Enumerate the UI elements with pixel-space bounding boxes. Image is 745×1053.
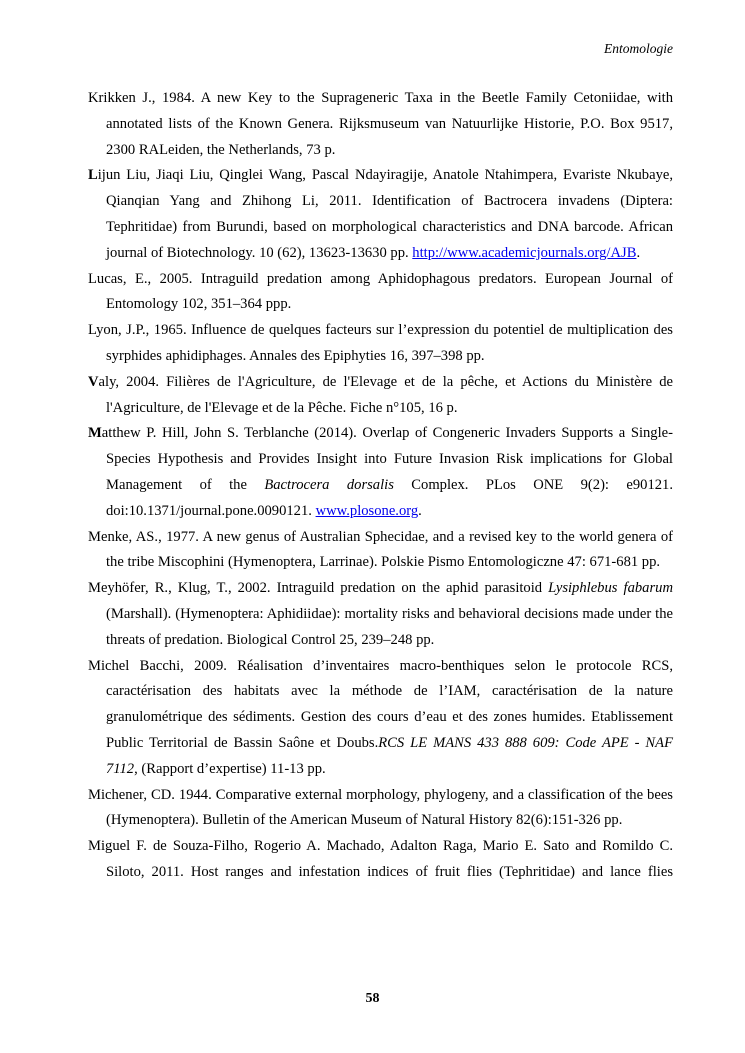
reference-entry (88, 421, 673, 524)
reference-link[interactable]: www.plosone.org (315, 502, 419, 519)
page-number: 58 (365, 991, 380, 1006)
reference-entry (88, 267, 673, 319)
reference-text: Lyon, J.P., 1965. Influence de quelques facteurs sur l’expression du potentiel de multiplication des syrphides aphidiphages. Annales des Epiphyties 16, 397–398 pp. (88, 322, 673, 364)
running-header: Entomologie (604, 41, 673, 56)
reference-text: M (88, 425, 102, 442)
reference-text: aly, 2004. Filières de l'Agriculture, de l'Elevage et de la pêche, et Actions du Ministère de l'Agriculture, de l'Elevage et de la Pêche. Fiche n°105, 16 p. (98, 373, 673, 416)
reference-text: Miguel F. de Souza-Filho, Rogerio A. Machado, Adalton Raga, Mario E. Sato and Romildo C. Siloto, 2011. Host ranges and infestation indices of fruit flies (Tephritidae) and lance flies (88, 838, 673, 880)
reference-text: Complex. PLos ONE 9(2): e90121. doi:10.1371/journal.pone.0090121. (106, 476, 673, 519)
reference-text: , (Rapport d’expertise) 11-13 pp. (134, 760, 326, 777)
reference-text: Michel Bacchi, 2009. Réalisation d’inventaires macro-benthiques selon le protocole RCS, caractérisation des habitats avec la méthode de l’IAM, caractérisation de la nature granulométrique des sédiments. Gestion des cours d’eau et des zones humides. Etablissement Public Territorial de Bassin Saône et Doubs. (88, 657, 673, 751)
reference-entry (88, 834, 673, 886)
reference-text: Meyhöfer, R., Klug, T., 2002. Intraguild predation on the aphid parasitoid (88, 580, 549, 597)
reference-entry (88, 654, 673, 783)
reference-text: Menke, AS., 1977. A new genus of Australian Sphecidae, and a revised key to the world genera of the tribe Miscophini (Hymenoptera, Larrinae). Polskie Pismo Entomologiczne 47: 671-681 pp. (88, 528, 673, 571)
reference-entry (88, 525, 673, 577)
reference-entry (88, 163, 673, 266)
reference-text: Michener, CD. 1944. Comparative external morphology, phylogeny, and a classification of the bees (Hymenoptera). Bulletin of the American Museum of Natural History 82(6):151-326 pp. (88, 786, 673, 829)
italic-text: Lysiphlebus fabarum (548, 580, 673, 597)
reference-text: Krikken J., 1984. A new Key to the Suprageneric Taxa in the Beetle Family Cetoniidae, with annotated lists of the Known Genera. Rijksmuseum van Natuurlijke Historie, P.O. Box 9517, 2300 RALeiden, the Netherlands, 73 p. (88, 90, 673, 158)
italic-text: Bactrocera dorsalis (264, 476, 394, 493)
reference-entry (88, 370, 673, 422)
reference-text: (Marshall). (Hymenoptera: Aphidiidae): mortality risks and behavioral decisions made under the threats of predation. Biological Control 25, 239–248 pp. (106, 605, 673, 648)
reference-text: . (636, 244, 641, 261)
reference-text: Lucas, E., 2005. Intraguild predation among Aphidophagous predators. European Journal of Entomology 102, 351–364 ppp. (88, 270, 673, 313)
reference-entry (88, 318, 673, 370)
reference-entry (88, 783, 673, 835)
reference-entry (88, 576, 673, 653)
reference-text: V (88, 373, 99, 390)
italic-text: RCS LE MANS 433 888 609: Code APE - NAF 7112 (106, 734, 673, 777)
reference-text: atthew P. Hill, John S. Terblanche (2014). Overlap of Congeneric Invaders Supports a Single-Species Hypothesis and Provides Insight into Future Invasion Risk implications for Global Management of the (101, 425, 673, 493)
reference-text: L (88, 167, 98, 184)
reference-entry (88, 86, 673, 163)
reference-list (88, 86, 673, 886)
reference-link[interactable]: http://www.academicjournals.org/AJB (412, 244, 637, 261)
reference-text: ijun Liu, Jiaqi Liu, Qinglei Wang, Pascal Ndayiragije, Anatole Ntahimpera, Evariste Nkubaye, Qianqian Yang and Zhihong Li, 2011. Identification of Bactrocera invadens (Diptera: Tephritidae) from Burundi, based on morphological characteristics and DNA barcode. African journal of Biotechnology. 10 (62), 13623-13630 pp. (97, 167, 673, 261)
reference-text: . (418, 502, 422, 519)
